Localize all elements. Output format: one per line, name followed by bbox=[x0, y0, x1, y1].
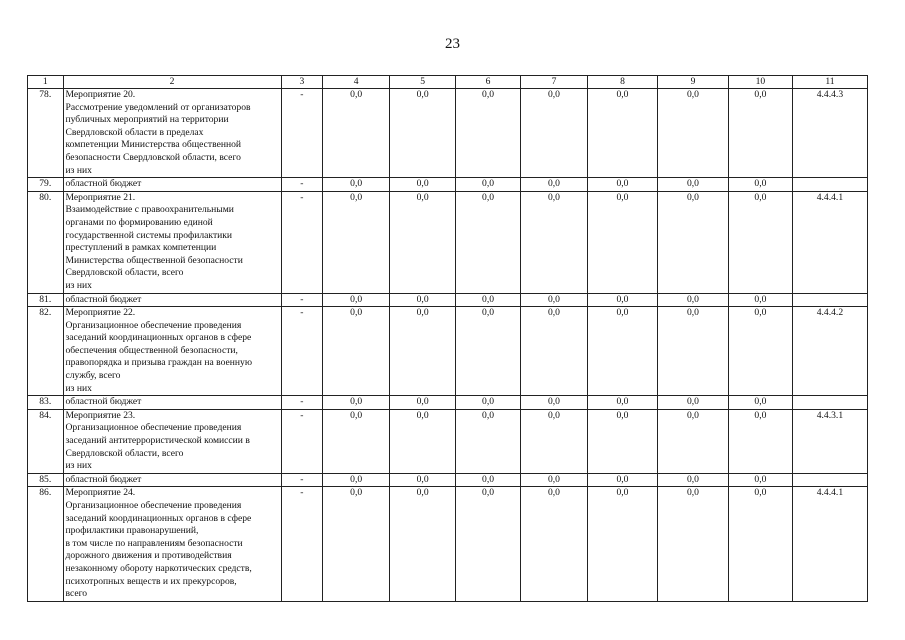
target-code bbox=[792, 396, 867, 410]
value-cell: 0,0 bbox=[521, 89, 588, 178]
value-cell: 0,0 bbox=[728, 396, 792, 410]
value-cell: 0,0 bbox=[728, 487, 792, 601]
column-header: 6 bbox=[456, 76, 521, 89]
row-number: 82. bbox=[28, 307, 64, 396]
column-header: 5 bbox=[390, 76, 456, 89]
cell-col3: - bbox=[281, 191, 323, 293]
column-header: 8 bbox=[587, 76, 657, 89]
value-cell: 0,0 bbox=[587, 307, 657, 396]
row-number: 85. bbox=[28, 473, 64, 487]
value-cell: 0,0 bbox=[657, 409, 728, 473]
activity-description: областной бюджет bbox=[63, 396, 281, 410]
table-row bbox=[28, 191, 868, 293]
value-cell: 0,0 bbox=[587, 293, 657, 307]
page-number: 23 bbox=[445, 36, 460, 52]
value-cell: 0,0 bbox=[456, 396, 521, 410]
table-row bbox=[28, 396, 868, 410]
value-cell: 0,0 bbox=[728, 191, 792, 293]
value-cell: 0,0 bbox=[323, 191, 390, 293]
activity-description: Мероприятие 20. Рассмотрение уведомлений от организаторов публичных мероприятий на территории Свердловской области в пределах компетенции Министерства общественной безопасности Свердловской области, всего из них bbox=[63, 89, 281, 178]
activity-description: Мероприятие 24. Организационное обеспечение проведения заседаний координационных органов в сфере профилактики правонарушений, в том числе по направлениям безопасности дорожного движения и противодействия незаконному обороту наркотических средств, психотропных веществ и их прекурсоров, всего bbox=[63, 487, 281, 601]
value-cell: 0,0 bbox=[390, 89, 456, 178]
target-code: 4.4.4.1 bbox=[792, 487, 867, 601]
column-header: 7 bbox=[521, 76, 588, 89]
value-cell: 0,0 bbox=[456, 473, 521, 487]
column-header: 3 bbox=[281, 76, 323, 89]
value-cell: 0,0 bbox=[456, 191, 521, 293]
value-cell: 0,0 bbox=[657, 396, 728, 410]
activity-description: Мероприятие 22. Организационное обеспечение проведения заседаний координационных органов в сфере обеспечения общественной безопасности, правопорядка и призыва граждан на военную службу, всего из них bbox=[63, 307, 281, 396]
value-cell: 0,0 bbox=[587, 178, 657, 192]
activity-description: Мероприятие 21. Взаимодействие с правоохранительными органами по формированию единой государственной системы профилактики преступлений в рамках компетенции Министерства общественной безопасности Свердловской области, всего из них bbox=[63, 191, 281, 293]
value-cell: 0,0 bbox=[323, 307, 390, 396]
value-cell: 0,0 bbox=[390, 191, 456, 293]
program-activities-table bbox=[27, 75, 868, 602]
row-number: 80. bbox=[28, 191, 64, 293]
cell-col3: - bbox=[281, 487, 323, 601]
row-number: 78. bbox=[28, 89, 64, 178]
value-cell: 0,0 bbox=[521, 487, 588, 601]
value-cell: 0,0 bbox=[728, 178, 792, 192]
value-cell: 0,0 bbox=[521, 178, 588, 192]
value-cell: 0,0 bbox=[728, 89, 792, 178]
cell-col3: - bbox=[281, 89, 323, 178]
value-cell: 0,0 bbox=[323, 293, 390, 307]
value-cell: 0,0 bbox=[521, 409, 588, 473]
activity-description: областной бюджет bbox=[63, 473, 281, 487]
cell-col3: - bbox=[281, 396, 323, 410]
activity-description: областной бюджет bbox=[63, 178, 281, 192]
activity-description: областной бюджет bbox=[63, 293, 281, 307]
value-cell: 0,0 bbox=[456, 409, 521, 473]
target-code bbox=[792, 473, 867, 487]
table-row bbox=[28, 409, 868, 473]
value-cell: 0,0 bbox=[323, 487, 390, 601]
value-cell: 0,0 bbox=[456, 178, 521, 192]
value-cell: 0,0 bbox=[521, 293, 588, 307]
cell-col3: - bbox=[281, 409, 323, 473]
column-header: 1 bbox=[28, 76, 64, 89]
table-row bbox=[28, 89, 868, 178]
table-row bbox=[28, 178, 868, 192]
column-header: 10 bbox=[728, 76, 792, 89]
value-cell: 0,0 bbox=[521, 307, 588, 396]
value-cell: 0,0 bbox=[323, 89, 390, 178]
value-cell: 0,0 bbox=[657, 293, 728, 307]
column-header: 9 bbox=[657, 76, 728, 89]
value-cell: 0,0 bbox=[521, 396, 588, 410]
activity-description: Мероприятие 23. Организационное обеспечение проведения заседаний антитеррористической комиссии в Свердловской области, всего из них bbox=[63, 409, 281, 473]
value-cell: 0,0 bbox=[587, 191, 657, 293]
value-cell: 0,0 bbox=[657, 307, 728, 396]
value-cell: 0,0 bbox=[390, 396, 456, 410]
value-cell: 0,0 bbox=[390, 409, 456, 473]
target-code: 4.4.3.1 bbox=[792, 409, 867, 473]
value-cell: 0,0 bbox=[456, 487, 521, 601]
value-cell: 0,0 bbox=[323, 409, 390, 473]
value-cell: 0,0 bbox=[323, 396, 390, 410]
value-cell: 0,0 bbox=[587, 89, 657, 178]
value-cell: 0,0 bbox=[390, 178, 456, 192]
table-row bbox=[28, 473, 868, 487]
row-number: 83. bbox=[28, 396, 64, 410]
value-cell: 0,0 bbox=[323, 178, 390, 192]
cell-col3: - bbox=[281, 307, 323, 396]
value-cell: 0,0 bbox=[390, 293, 456, 307]
value-cell: 0,0 bbox=[456, 307, 521, 396]
value-cell: 0,0 bbox=[728, 473, 792, 487]
value-cell: 0,0 bbox=[587, 396, 657, 410]
value-cell: 0,0 bbox=[456, 89, 521, 178]
header-row bbox=[28, 76, 868, 89]
target-code bbox=[792, 293, 867, 307]
value-cell: 0,0 bbox=[521, 473, 588, 487]
table-row bbox=[28, 307, 868, 396]
table-row bbox=[28, 487, 868, 601]
value-cell: 0,0 bbox=[657, 473, 728, 487]
value-cell: 0,0 bbox=[390, 473, 456, 487]
target-code: 4.4.4.3 bbox=[792, 89, 867, 178]
value-cell: 0,0 bbox=[521, 191, 588, 293]
value-cell: 0,0 bbox=[728, 293, 792, 307]
value-cell: 0,0 bbox=[657, 487, 728, 601]
value-cell: 0,0 bbox=[728, 409, 792, 473]
cell-col3: - bbox=[281, 178, 323, 192]
target-code: 4.4.4.2 bbox=[792, 307, 867, 396]
table-row bbox=[28, 293, 868, 307]
value-cell: 0,0 bbox=[390, 307, 456, 396]
row-number: 79. bbox=[28, 178, 64, 192]
value-cell: 0,0 bbox=[728, 307, 792, 396]
target-code bbox=[792, 178, 867, 192]
row-number: 84. bbox=[28, 409, 64, 473]
cell-col3: - bbox=[281, 473, 323, 487]
row-number: 81. bbox=[28, 293, 64, 307]
column-header: 11 bbox=[792, 76, 867, 89]
target-code: 4.4.4.1 bbox=[792, 191, 867, 293]
value-cell: 0,0 bbox=[587, 473, 657, 487]
value-cell: 0,0 bbox=[657, 191, 728, 293]
value-cell: 0,0 bbox=[456, 293, 521, 307]
value-cell: 0,0 bbox=[657, 178, 728, 192]
value-cell: 0,0 bbox=[323, 473, 390, 487]
column-header: 4 bbox=[323, 76, 390, 89]
column-header: 2 bbox=[63, 76, 281, 89]
value-cell: 0,0 bbox=[587, 487, 657, 601]
row-number: 86. bbox=[28, 487, 64, 601]
value-cell: 0,0 bbox=[587, 409, 657, 473]
value-cell: 0,0 bbox=[657, 89, 728, 178]
value-cell: 0,0 bbox=[390, 487, 456, 601]
cell-col3: - bbox=[281, 293, 323, 307]
